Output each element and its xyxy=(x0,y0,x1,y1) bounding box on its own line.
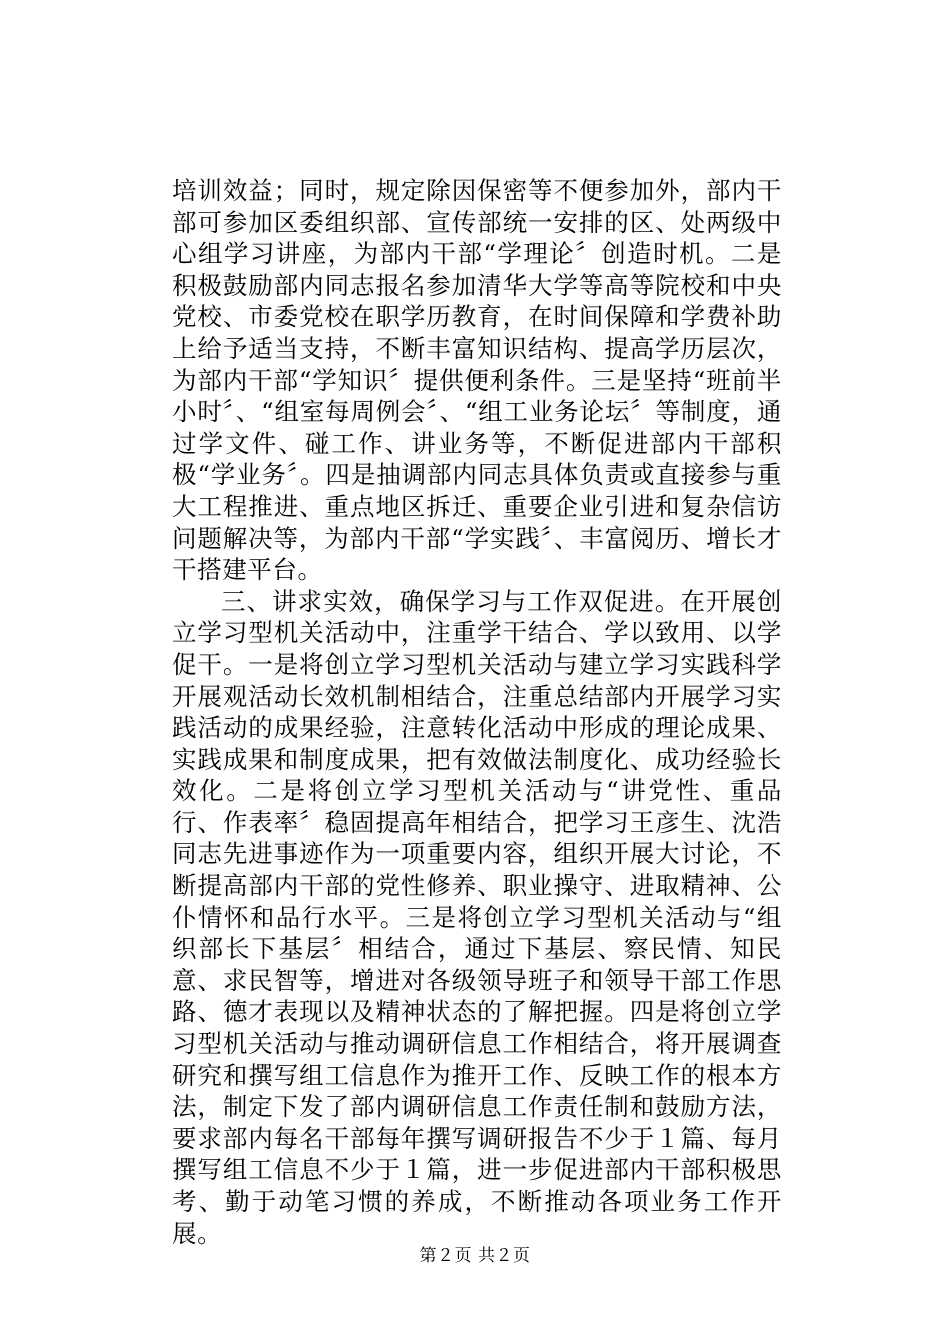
paragraph-continuation: 培训效益；同时，规定除因保密等不便参加外，部内干部可参加区委组织部、宣传部统一安排的区、处两级中心组学习讲座，为部内干部“学理论〞创造时机。二是积极鼓励部内同志报名参加清华大学等高等院校和中央党校、市委党校在职学历教育，在时间保障和学费补助上给予适当支持，不断丰富知识结构、提高学历层次，为部内干部“学知识〞提供便利条件。三是坚持“班前半小时〞、“组室每周例会〞、“组工业务论坛〞等制度，通过学文件、碰工作、讲业务等，不断促进部内干部积极“学业务〞。四是抽调部内同志具体负责或直接参与重大工程推进、重点地区拆迁、重要企业引进和复杂信访问题解决等，为部内干部“学实践〞、丰富阅历、增长才干搭建平台。 xyxy=(172,176,782,585)
page-footer: 第２页 共２页 xyxy=(419,1246,531,1266)
paragraph-section-three: 三、讲求实效，确保学习与工作双促进。在开展创立学习型机关活动中，注重学干结合、学以致用、以学促干。一是将创立学习型机关活动与建立学习实践科学开展观活动长效机制相结合，注重总结部内开展学习实践活动的成果经验，注意转化活动中形成的理论成果、实践成果和制度成果，把有效做法制度化、成功经验长效化。二是将创立学习型机关活动与“讲党性、重品行、作表率〞稳固提高年相结合，把学习王彦生、沈浩同志先进事迹作为一项重要内容，组织开展大讨论，不断提高部内干部的党性修养、职业操守、进取精神、公仆情怀和品行水平。三是将创立学习型机关活动与“组织部长下基层〞相结合，通过下基层、察民情、知民意、求民智等，增进对各级领导班子和领导干部工作思路、德才表现以及精神状态的了解把握。四是将创立学习型机关活动与推动调研信息工作相结合，将开展调查研究和撰写组工信息作为推开工作、反映工作的根本方法，制定下发了部内调研信息工作责任制和鼓励方法，要求部内每名干部每年撰写调研报告不少于１篇、每月撰写组工信息不少于１篇，进一步促进部内干部积极思考、勤于动笔习惯的养成，不断推动各项业务工作开展。 xyxy=(172,586,782,1248)
document-body xyxy=(172,175,782,1249)
